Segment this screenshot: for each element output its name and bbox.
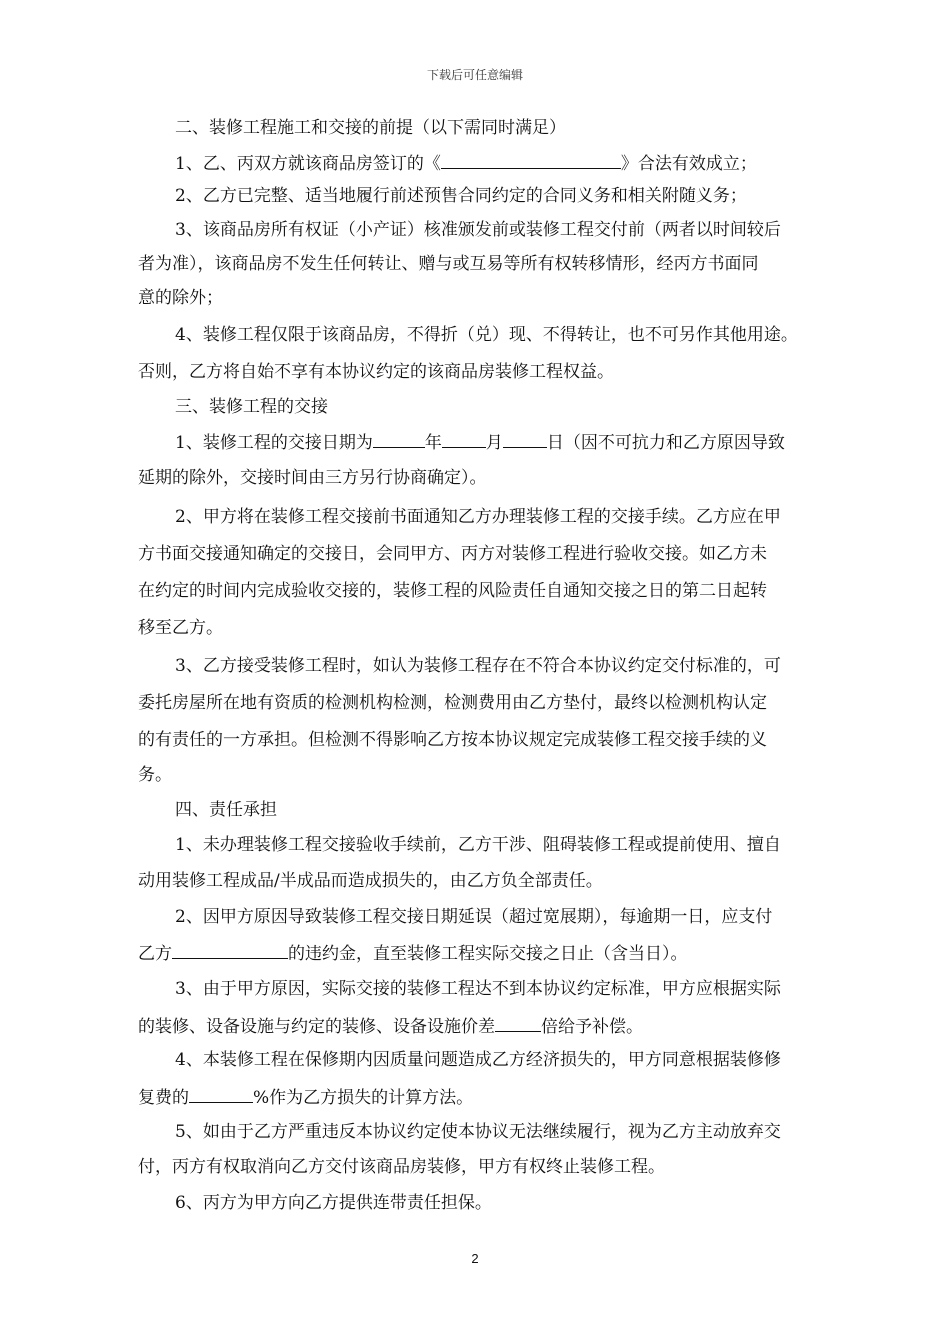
blank-penalty-amount[interactable] <box>172 940 288 959</box>
clause-line: 4、装修工程仅限于该商品房，不得折（兑）现、不得转让，也不可另作其他用途。 <box>175 325 798 345</box>
blank-month[interactable] <box>442 429 486 448</box>
clause-line: 复费的 %作为乙方损失的计算方法。 <box>138 1084 473 1110</box>
blank-multiplier[interactable] <box>495 1013 541 1032</box>
page-number: 2 <box>471 1251 479 1266</box>
clause-line: 意的除外； <box>138 288 223 308</box>
clause-line: 者为准），该商品房不发生任何转让、赠与或互易等所有权转移情形，经丙方书面同 <box>138 254 759 274</box>
clause-line: 的装修、设备设施与约定的装修、设备设施价差 倍给予补偿。 <box>138 1013 643 1039</box>
blank-year[interactable] <box>373 429 425 448</box>
clause-line: 动用装修工程成品/半成品而造成损失的，由乙方负全部责任。 <box>138 871 603 891</box>
clause-line: 乙方 的违约金，直至装修工程实际交接之日止（含当日）。 <box>138 940 688 966</box>
section-heading: 三、装修工程的交接 <box>175 397 328 417</box>
clause-line: 2、甲方将在装修工程交接前书面通知乙方办理装修工程的交接手续。乙方应在甲 <box>175 507 781 527</box>
clause-line: 3、该商品房所有权证（小产证）核准颁发前或装修工程交付前（两者以时间较后 <box>175 220 781 240</box>
clause-line: 2、乙方已完整、适当地履行前述预售合同约定的合同义务和相关附随义务； <box>175 186 747 206</box>
clause-line: 2、因甲方原因导致装修工程交接日期延误（超过宽展期），每逾期一日，应支付 <box>175 907 773 927</box>
clause-line: 1、未办理装修工程交接验收手续前，乙方干涉、阻碍装修工程或提前使用、擅自 <box>175 835 781 855</box>
clause-line: 3、由于甲方原因，实际交接的装修工程达不到本协议约定标准，甲方应根据实际 <box>175 979 781 999</box>
clause-line: 1、装修工程的交接日期为 年 月 日（因不可抗力和乙方原因导致 <box>175 429 785 455</box>
section-heading: 二、装修工程施工和交接的前提（以下需同时满足） <box>175 118 566 138</box>
clause-line: 方书面交接通知确定的交接日，会同甲方、丙方对装修工程进行验收交接。如乙方未 <box>138 544 767 564</box>
blank-contract-name[interactable] <box>441 150 621 169</box>
blank-percentage[interactable] <box>189 1084 253 1103</box>
clause-line: 4、本装修工程在保修期内因质量问题造成乙方经济损失的，甲方同意根据装修修 <box>175 1050 781 1070</box>
blank-day[interactable] <box>503 429 547 448</box>
clause-line: 延期的除外，交接时间由三方另行协商确定）。 <box>138 468 487 488</box>
clause-line: 6、丙方为甲方向乙方提供连带责任担保。 <box>175 1193 492 1213</box>
clause-line: 委托房屋所在地有资质的检测机构检测，检测费用由乙方垫付，最终以检测机构认定 <box>138 693 767 713</box>
section-heading: 四、责任承担 <box>175 800 277 820</box>
clause-line: 务。 <box>138 765 172 785</box>
clause-line: 5、如由于乙方严重违反本协议约定使本协议无法继续履行，视为乙方主动放弃交 <box>175 1122 781 1142</box>
clause-line: 的有责任的一方承担。但检测不得影响乙方按本协议规定完成装修工程交接手续的义 <box>138 730 767 750</box>
clause-line: 1、乙、丙双方就该商品房签订的《 》合法有效成立； <box>175 150 757 176</box>
clause-line: 在约定的时间内完成验收交接的，装修工程的风险责任自通知交接之日的第二日起转 <box>138 581 767 601</box>
clause-line: 付，丙方有权取消向乙方交付该商品房装修，甲方有权终止装修工程。 <box>138 1157 665 1177</box>
clause-line: 移至乙方。 <box>138 618 223 638</box>
clause-line: 3、乙方接受装修工程时，如认为装修工程存在不符合本协议约定交付标准的，可 <box>175 656 781 676</box>
page-header: 下载后可任意编辑 <box>426 68 523 82</box>
clause-line: 否则，乙方将自始不享有本协议约定的该商品房装修工程权益。 <box>138 362 614 382</box>
